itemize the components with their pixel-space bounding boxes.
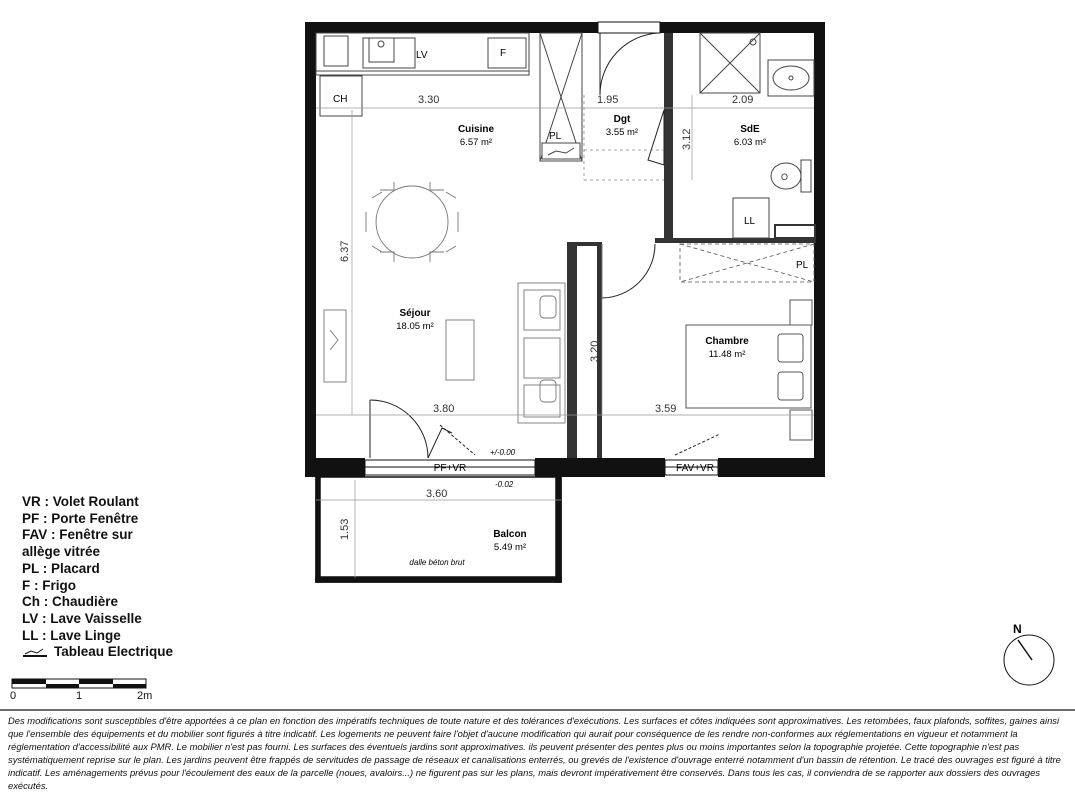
room-area-dgt: 3.55 m²: [605, 127, 639, 138]
legend: [22, 494, 192, 661]
room-name-cuisine: Cuisine: [457, 124, 495, 135]
legend-te-label: Tableau Electrique: [54, 644, 174, 660]
dim-sejour-height: 6.37: [339, 240, 351, 262]
room-area-balcon: 5.49 m²: [493, 542, 527, 553]
legend-item: PF : Porte Fenêtre: [22, 510, 139, 526]
ll-label: LL: [744, 216, 756, 227]
legend-item: PL : Placard: [22, 560, 100, 576]
level-balcon: -0.02: [495, 480, 514, 489]
room-area-sejour: 18.05 m²: [396, 321, 434, 332]
room-name-sejour: Séjour: [399, 308, 431, 319]
shower: [700, 33, 760, 93]
dim-balcon-width: 3.60: [426, 488, 448, 500]
dim-sde-width: 2.09: [732, 94, 754, 106]
pl-cuisine-label: PL: [549, 131, 562, 142]
room-name-sde: SdE: [740, 124, 760, 135]
legend-item: VR : Volet Roulant: [22, 494, 139, 509]
lv-label: LV: [416, 50, 428, 61]
dim-chambre-height: 3.20: [589, 340, 601, 362]
dim-chambre-width: 3.59: [655, 403, 677, 415]
compass: [1004, 635, 1054, 685]
chambre-placard: [680, 244, 814, 282]
bed: [686, 300, 812, 440]
level-inside: +/-0.00: [490, 448, 516, 457]
scale-bar: [12, 679, 146, 688]
tv-unit: [324, 310, 346, 382]
washbasin: [768, 60, 814, 96]
legend-item: LL : Lave Linge: [22, 627, 121, 643]
electric-panel-icon: [22, 647, 50, 659]
scale-end: 2m: [137, 690, 153, 702]
dim-cuisine-width: 3.30: [418, 94, 440, 106]
room-area-chambre: 11.48 m²: [708, 349, 746, 360]
sde-door: [648, 110, 664, 165]
f-label: F: [500, 48, 507, 59]
room-name-chambre: Chambre: [705, 336, 749, 347]
legend-item: F : Frigo: [22, 577, 76, 593]
chambre-door: [602, 244, 655, 298]
toilet: [771, 160, 811, 192]
dim-dgt-height: 3.12: [681, 128, 693, 150]
room-area-sde: 6.03 m²: [733, 137, 767, 148]
scale-mid: 1: [76, 690, 83, 702]
ch-label: CH: [333, 94, 348, 105]
entrance-door: [600, 33, 658, 95]
room-labels: [396, 114, 766, 553]
pf-vr-label: PF+VR: [433, 463, 467, 474]
dining-table: [366, 182, 458, 262]
dim-dgt-width: 1.95: [597, 94, 619, 106]
room-name-dgt: Dgt: [613, 114, 631, 125]
fav-vr-label: FAV+VR: [676, 463, 714, 474]
svg-text:O: O: [781, 172, 789, 182]
dim-sejour-width: 3.80: [433, 403, 455, 415]
compass-n-label: N: [1013, 622, 1022, 636]
scale-start: 0: [10, 690, 17, 702]
pl-chambre-label: PL: [796, 260, 809, 271]
dim-balcon-depth: 1.53: [339, 518, 351, 540]
room-area-cuisine: 6.57 m²: [459, 137, 493, 148]
room-name-balcon: Balcon: [493, 529, 527, 540]
legend-item: Ch : Chaudière: [22, 594, 119, 610]
slab-label: dalle béton brut: [409, 558, 465, 567]
legend-item: FAV : Fenêtre sur allège vitrée: [22, 527, 133, 560]
disclaimer-notes: Des modifications sont susceptibles d'être apportées à ce plan en fonction des impératifs techniques de toute nature et des tolérances d'exécutions. Les surfaces et côtes indiquées sont approximatives. Les retombées, faux plafonds, soffites, gaines ainsi que l'ensemble des équipements et du mobilier sont figurés à titre indicatif. Les logements ne peuvent faire l'objet d'aucune modification qui aurait pour conséquence de les rendre non-conformes aux réglementations en vigueur et notamment la réglementation d'accessibilité aux PMR. Le mobilier n'est pas fourni. Les surfaces des éventuels jardins sont approximatives. ils peuvent présenter des pentes plus ou moins importantes selon la topographie projetée. Cette topographie n'est pas systématiquement reprise sur le plan. Les jardins peuvent être frappés de servitudes de passage de réseaux et canalisations enterrés, ou grevés de l'existence d'ouvrage enterré notamment d'un bassin de rétention. Le tracé des ouvrages est figuré à titre indicatif. Les aménagements prévus pour l'écoulement des eaux de la parcelle (noues, avaloirs...) ne figurent pas sur les plans, mais devront impérativement être conservés. Dans tous les cas, il conviendra de se rapporter aux dossiers des ouvrages exécutés.: [8, 715, 1061, 791]
legend-item: LV : Lave Vaisselle: [22, 610, 142, 626]
legend-item-te: [22, 644, 192, 661]
sofa: [446, 283, 565, 423]
